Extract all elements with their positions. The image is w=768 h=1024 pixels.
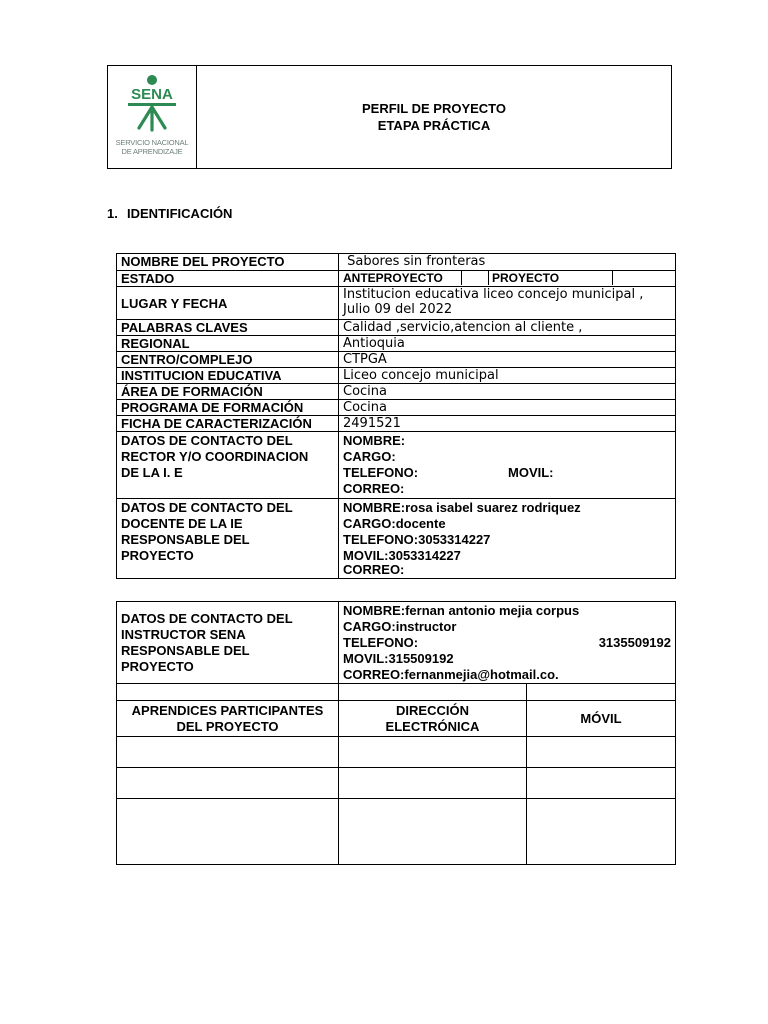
- palabras-label: PALABRAS CLAVES: [117, 320, 339, 336]
- anteproyecto-check-cell: [462, 271, 489, 285]
- lugar-label: LUGAR Y FECHA: [117, 287, 339, 320]
- instructor-nombre: NOMBRE:fernan antonio mejia corpus: [343, 603, 580, 618]
- rector-contact-label: DATOS DE CONTACTO DEL RECTOR Y/O COORDINACION DE LA I. E: [117, 432, 339, 499]
- docente-correo: CORREO:: [343, 562, 405, 577]
- aprendiz-cell: [117, 737, 339, 768]
- aprendiz-movil-cell: [527, 768, 676, 799]
- project-name-value: Sabores sin fronteras: [339, 254, 676, 271]
- rector-nombre: NOMBRE:: [343, 433, 406, 448]
- spacer-cell: [527, 684, 676, 701]
- spacer-cell: [117, 684, 339, 701]
- identification-table: [116, 253, 676, 579]
- sena-logo: [108, 66, 197, 168]
- docente-nombre: NOMBRE:rosa isabel suarez rodriquez: [343, 500, 581, 515]
- regional-value: Antioquia: [339, 336, 676, 352]
- logo-text: SENA: [131, 86, 173, 103]
- section-heading: 1. IDENTIFICACIÓN: [107, 206, 233, 221]
- aprendiz-email-cell: [339, 768, 527, 799]
- proyecto-option: PROYECTO: [489, 271, 613, 285]
- aprendiz-cell: [117, 799, 339, 865]
- instructor-correo: CORREO:fernanmejia@hotmail.co.: [343, 667, 559, 682]
- proyecto-check-cell: [613, 271, 675, 285]
- rector-telefono: TELEFONO:: [343, 465, 419, 480]
- instructor-telefono-value: 3135509192: [598, 635, 671, 650]
- instructor-contact-value: [339, 602, 676, 684]
- aprendiz-email-cell: [339, 737, 527, 768]
- aprendiz-cell: [117, 768, 339, 799]
- rector-movil: MOVIL:: [508, 465, 554, 480]
- institucion-value: Liceo concejo municipal: [339, 368, 676, 384]
- docente-contact-value: [339, 499, 676, 579]
- docente-cargo: CARGO:docente: [343, 516, 446, 531]
- spacer-cell: [339, 684, 527, 701]
- aprendiz-movil-cell: [527, 737, 676, 768]
- institucion-label: INSTITUCION EDUCATIVA: [117, 368, 339, 384]
- instructor-movil: MOVIL:315509192: [343, 651, 454, 666]
- project-name-label: NOMBRE DEL PROYECTO: [117, 254, 339, 271]
- rector-correo: CORREO:: [343, 481, 405, 496]
- instructor-table: [116, 601, 676, 865]
- estado-label: ESTADO: [117, 271, 339, 287]
- title-line-1: PERFIL DE PROYECTO: [362, 101, 506, 116]
- docente-telefono: TELEFONO:3053314227: [343, 532, 491, 547]
- regional-label: REGIONAL: [117, 336, 339, 352]
- sena-logo-icon: [121, 72, 183, 134]
- area-value: Cocina: [339, 384, 676, 400]
- aprendiz-email-cell: [339, 799, 527, 865]
- centro-value: CTPGA: [339, 352, 676, 368]
- area-label: ÁREA DE FORMACIÓN: [117, 384, 339, 400]
- instructor-contact-label: DATOS DE CONTACTO DEL INSTRUCTOR SENA RESPONSABLE DEL PROYECTO: [117, 602, 339, 684]
- docente-movil: MOVIL:3053314227: [343, 548, 461, 563]
- document-header: [107, 65, 672, 169]
- programa-value: Cocina: [339, 400, 676, 416]
- ficha-label: FICHA DE CARACTERIZACIÓN: [117, 416, 339, 432]
- lugar-value: Institucion educativa liceo concejo municipal , Julio 09 del 2022: [339, 287, 676, 320]
- logo-subtitle: SERVICIO NACIONAL DE APRENDIZAJE: [115, 138, 189, 156]
- centro-label: CENTRO/COMPLEJO: [117, 352, 339, 368]
- instructor-cargo: CARGO:instructor: [343, 619, 457, 634]
- aprendiz-movil-cell: [527, 799, 676, 865]
- docente-contact-label: DATOS DE CONTACTO DEL DOCENTE DE LA IE RESPONSABLE DEL PROYECTO: [117, 499, 339, 579]
- document-title: [197, 66, 671, 168]
- anteproyecto-option: ANTEPROYECTO: [339, 271, 462, 285]
- palabras-value: Calidad ,servicio,atencion al cliente ,: [339, 320, 676, 336]
- movil-header: MÓVIL: [527, 701, 676, 737]
- rector-cargo: CARGO:: [343, 449, 396, 464]
- email-header: DIRECCIÓN ELECTRÓNICA: [339, 701, 527, 737]
- estado-value: [339, 271, 676, 287]
- rector-contact-value: [339, 432, 676, 499]
- ficha-value: 2491521: [339, 416, 676, 432]
- programa-label: PROGRAMA DE FORMACIÓN: [117, 400, 339, 416]
- instructor-telefono-label: TELEFONO:: [343, 635, 419, 650]
- aprendices-header: APRENDICES PARTICIPANTES DEL PROYECTO: [117, 701, 339, 737]
- title-line-2: ETAPA PRÁCTICA: [377, 118, 491, 133]
